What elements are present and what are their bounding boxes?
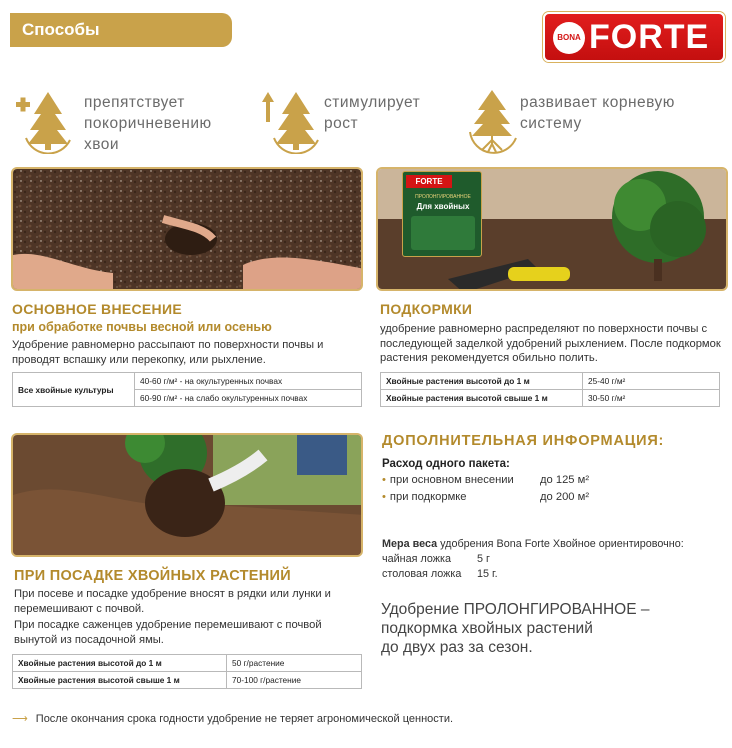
planting-rates-table: [12, 654, 362, 689]
bona-badge: BONA: [553, 22, 585, 54]
tree-roots-icon: [462, 88, 526, 154]
page-title: Способы использования: [10, 13, 232, 47]
forte-wordmark: FORTE: [589, 18, 710, 56]
package-line2: Для хвойных: [416, 202, 470, 211]
table-row: Хвойные растения высотой свыше 1 м 70-100 г/растение: [13, 672, 362, 689]
feeding-rates-table: [380, 372, 720, 407]
feeding-text: удобрение равномерно распределяют по поверхности почвы с последующей заделкой удобрений рыхлением. После подкормок растения рекомендуется обильно полить.: [380, 323, 721, 364]
table-row: [13, 373, 362, 390]
basic-text: Удобрение равномерно рассыпают по поверхности почвы и проводят вспашку или перекопку, или рыхление.: [12, 339, 324, 366]
table-row: Хвойные растения высотой до 1 м 25-40 г/м²: [381, 373, 720, 390]
spoon-row: столовая ложка 15 г.: [382, 568, 498, 580]
planting-text-1: При посеве и посадке удобрение вносят в рядки или лунки и перемешивают с почвой.: [14, 588, 331, 615]
consumption-row: • при подкормке до 200 м²: [382, 491, 590, 503]
feature-growth: [260, 88, 440, 158]
arrow-right-icon: ⟶: [12, 713, 28, 725]
bullet-icon: •: [382, 474, 386, 486]
package-brand: FORTE: [406, 175, 452, 188]
tree-up-arrow-icon: [260, 88, 324, 154]
feeding-photo: [376, 167, 728, 291]
bona-forte-logo: [543, 12, 725, 62]
package-line1: ПРОЛОНГИРОВАННОЕ: [415, 194, 471, 200]
planting-text-2: При посадке саженцев удобрение перемешивают с почвой вынутой из посадочной ямы.: [14, 619, 322, 646]
planting-title: ПРИ ПОСАДКЕ ХВОЙНЫХ РАСТЕНИЙ: [14, 568, 291, 584]
fertilizer-package: [402, 171, 482, 257]
feeding-title: ПОДКОРМКИ: [380, 301, 473, 317]
extra-title: ДОПОЛНИТЕЛЬНАЯ ИНФОРМАЦИЯ:: [382, 433, 665, 449]
footnote: ⟶ После окончания срока годности удобрение не теряет агрономической ценности.: [12, 713, 454, 725]
basic-subtitle: при обработке почвы весной или осенью: [12, 320, 272, 334]
basic-rate-2: 60-90 г/м² - на слабо окультуренных почвах: [135, 390, 362, 407]
table-row: Хвойные растения высотой свыше 1 м 30-50 г/м²: [381, 390, 720, 407]
table-row: Хвойные растения высотой до 1 м 50 г/растение: [13, 655, 362, 672]
feature-roots: [462, 88, 722, 158]
basic-rates-table: [12, 372, 362, 407]
feature-growth-text: стимулирует рост: [324, 94, 421, 132]
consumption-row: • при основном внесении до 125 м²: [382, 474, 590, 486]
tree-plus-icon: [12, 88, 76, 154]
feature-browning-text: препятствует покоричневению хвои: [84, 94, 212, 153]
basic-row-label: Все хвойные культуры: [13, 373, 135, 407]
bullet-icon: •: [382, 491, 386, 503]
planting-photo: [11, 433, 363, 557]
measure-text: Мера веса удобрения Bona Forte Хвойное ориентировочно:: [382, 538, 684, 550]
feature-roots-text: развивает корневую систему: [520, 94, 675, 132]
soil-tilling-photo: [11, 167, 363, 291]
feature-browning: [12, 88, 222, 158]
basic-rate-1: 40-60 г/м² - на окультуренных почвах: [135, 373, 362, 390]
basic-title: ОСНОВНОЕ ВНЕСЕНИЕ: [12, 301, 182, 317]
spoon-row: чайная ложка 5 г: [382, 553, 490, 565]
consumption-title: Расход одного пакета:: [382, 458, 510, 470]
prolonged-note: Удобрение ПРОЛОНГИРОВАННОЕ – подкормка хвойных растений до двух раз за сезон.: [381, 601, 650, 656]
